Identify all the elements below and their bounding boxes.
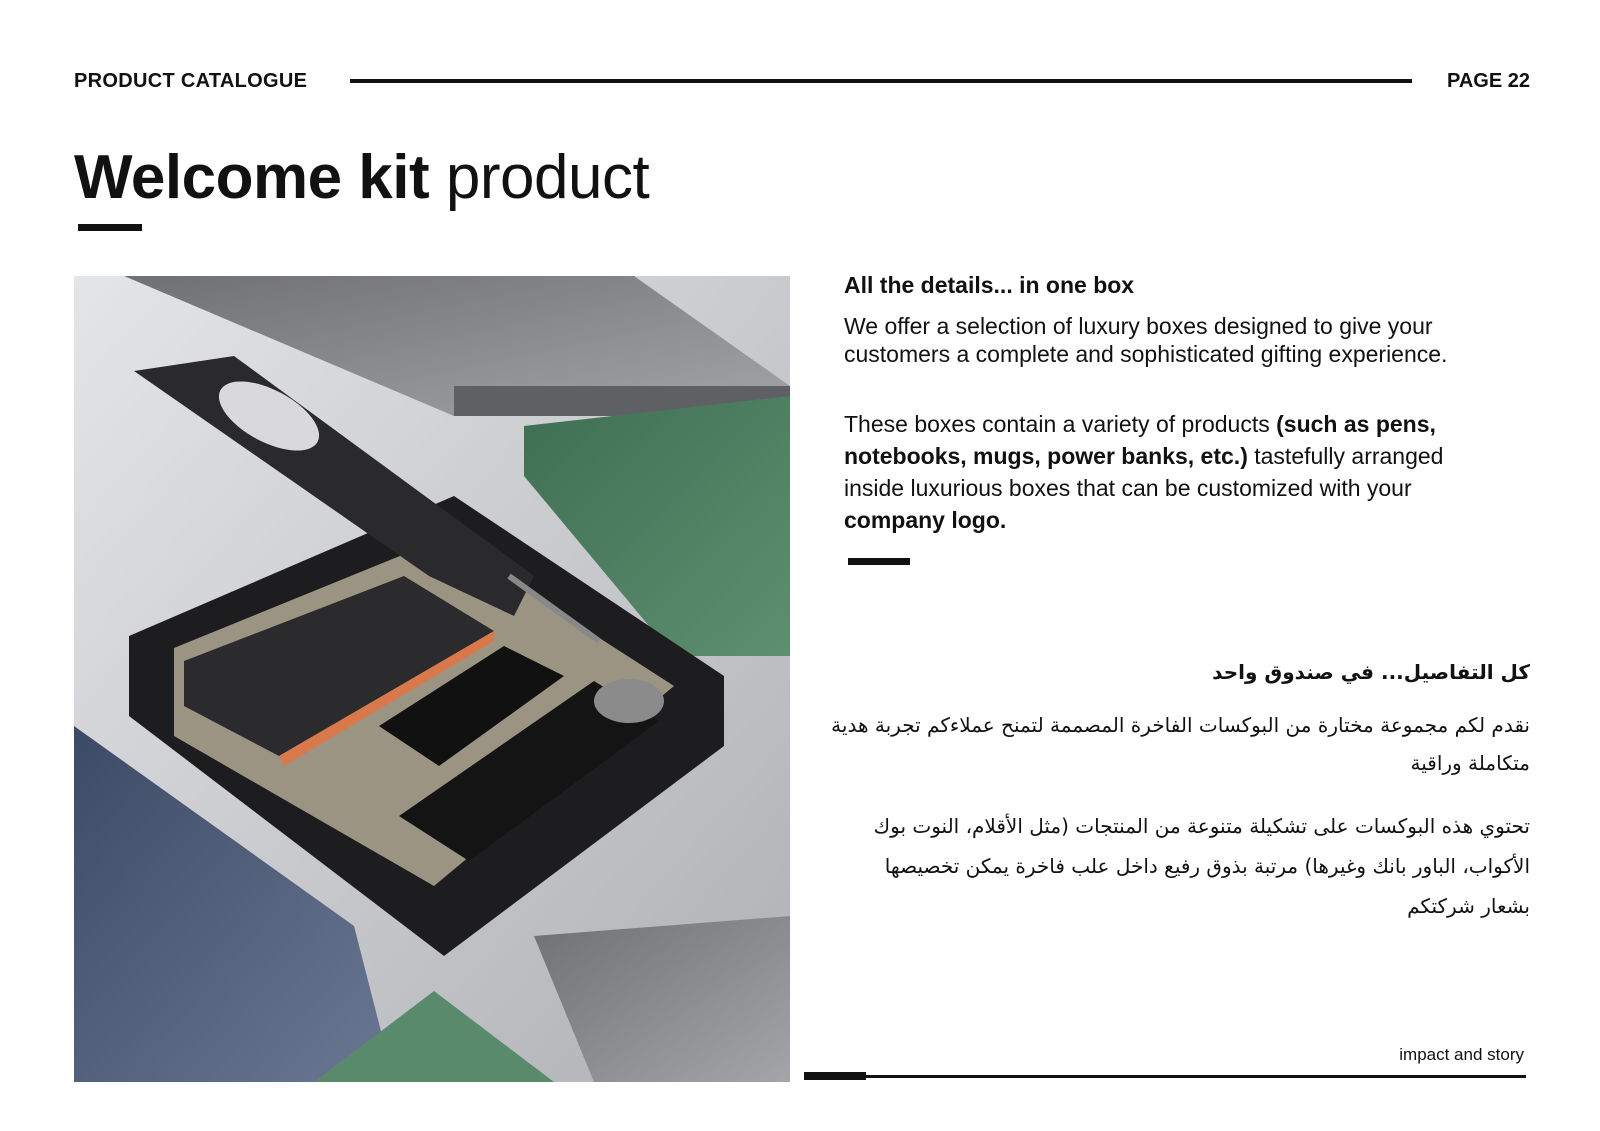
footer-divider — [804, 1075, 1526, 1078]
title-light: product — [445, 143, 650, 212]
catalogue-label: PRODUCT CATALOGUE — [74, 70, 308, 92]
page-number: PAGE 22 — [1447, 70, 1530, 92]
arabic-paragraph-1: نقدم لكم مجموعة مختارة من البوكسات الفاخرة المصممة لتمنح عملاءكم تجربة هدية متكاملة وراقية — [831, 713, 1530, 775]
english-paragraph-1: We offer a selection of luxury boxes designed to give your customers a complete and sophisticated gifting experience. — [844, 313, 1448, 367]
arabic-paragraph-2: تحتوي هذه البوكسات على تشكيلة متنوعة من المنتجات (مثل الأقلام، النوت بوك الأكواب، الباور بانك وغيرها) مرتبة بذوق رفيع داخل علب فاخرة يمكن تخصيصها بشعار شركتكم — [873, 814, 1530, 918]
footer-accent-bar — [804, 1072, 866, 1080]
section-accent-bar — [848, 558, 910, 565]
para2-text-c: tastefully arranged inside luxurious boxes that can be customized with your — [844, 443, 1444, 501]
para2-company-logo: company logo. — [844, 507, 1007, 533]
footer-tagline: impact and story — [1399, 1045, 1524, 1064]
header-divider — [350, 79, 1412, 83]
english-paragraph-2 — [844, 408, 1504, 536]
page-title — [74, 138, 649, 218]
title-bold: Welcome kit — [74, 143, 430, 212]
english-heading: All the details... in one box — [844, 272, 1135, 298]
para2-examples: (such as pens, notebooks, mugs, power banks, etc.) — [844, 411, 1436, 469]
title-accent-bar — [78, 224, 142, 231]
para2-text-a: These boxes contain a variety of products — [844, 411, 1277, 437]
product-photo — [74, 276, 790, 1082]
arabic-heading: كل التفاصيل... في صندوق واحد — [1212, 660, 1530, 684]
